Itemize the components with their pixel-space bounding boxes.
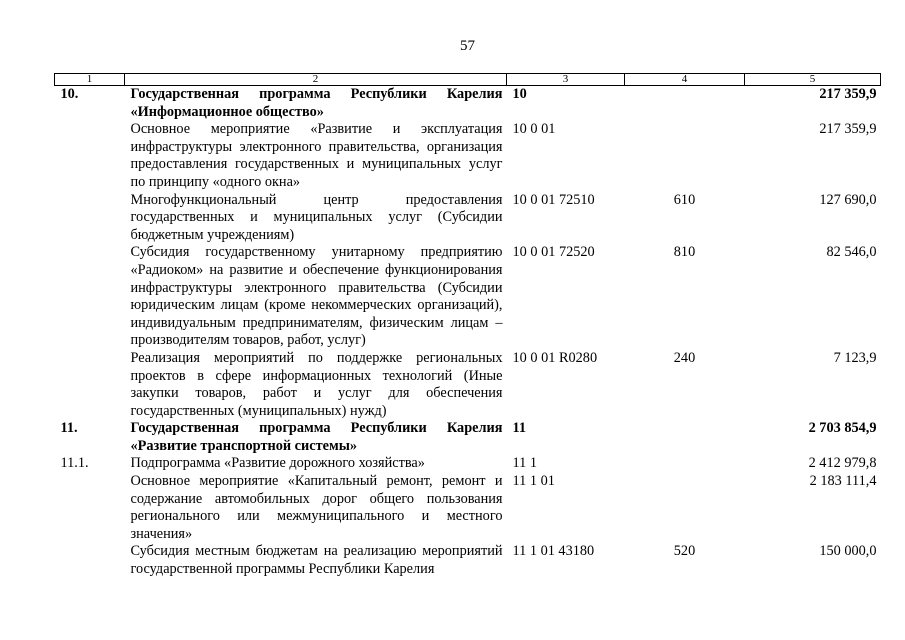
row-number — [55, 192, 125, 245]
table-row — [55, 350, 881, 420]
row-number: 11.1. — [60, 455, 89, 472]
row-number — [55, 121, 125, 191]
header-col-3: 3 — [507, 74, 625, 86]
row-target-code: 10 0 01 72520 — [512, 244, 595, 261]
row-target-code: 10 — [512, 86, 527, 102]
row-expense-type: 240 — [673, 349, 696, 366]
row-expense-type — [625, 455, 745, 473]
row-number: 11. — [60, 420, 78, 437]
row-expense-type — [625, 86, 745, 122]
budget-table — [54, 73, 881, 579]
row-description: Государственная программа Республики Карелия «Развитие транспортной системы» — [130, 420, 503, 454]
row-amount: 217 359,9 — [819, 86, 877, 102]
row-amount: 2 183 111,4 — [809, 473, 877, 490]
row-number — [55, 350, 125, 420]
row-expense-type: 810 — [673, 244, 696, 261]
table-row — [55, 420, 881, 455]
row-expense-type: 610 — [673, 191, 696, 208]
header-col-4: 4 — [625, 74, 745, 86]
row-amount: 2 703 854,9 — [808, 420, 877, 437]
row-amount: 150 000,0 — [819, 543, 877, 560]
row-amount: 127 690,0 — [819, 191, 877, 208]
row-number — [55, 543, 125, 578]
row-number — [55, 473, 125, 543]
row-description: Основное мероприятие «Капитальный ремонт, ремонт и содержание автомобильных дорог общего пользования регионального или межмуниципального и местного значения» — [130, 473, 503, 542]
table-row — [55, 86, 881, 122]
row-amount: 217 359,9 — [819, 121, 877, 138]
row-expense-type — [625, 420, 745, 455]
row-description: Основное мероприятие «Развитие и эксплуатация инфраструктуры электронного правительства, организация предоставления государственных и муниципальных услуг по принципу «одного окна» — [130, 121, 503, 190]
header-col-5: 5 — [745, 74, 881, 86]
row-description: Субсидия местным бюджетам на реализацию мероприятий государственной программы Республики Карелия — [130, 543, 503, 578]
row-number — [55, 244, 125, 350]
row-expense-type — [625, 121, 745, 191]
row-target-code: 10 0 01 — [512, 121, 556, 138]
row-target-code: 11 1 — [512, 455, 537, 472]
row-target-code: 10 0 01 72510 — [512, 191, 595, 208]
row-target-code: 11 — [512, 420, 527, 437]
row-expense-type — [625, 473, 745, 543]
row-description: Многофункциональный центр предоставления государственных и муниципальных услуг (Субсидии бюджетным учреждениям) — [130, 191, 503, 243]
page-number: 57 — [460, 38, 475, 54]
header-col-2: 2 — [125, 74, 507, 86]
row-target-code: 10 0 01 R0280 — [512, 349, 598, 366]
row-description: Субсидия государственному унитарному предприятию «Радиоком» на развитие и обеспечение функционирования инфраструктуры электронного правительства (Субсидии юридическим лицам (кроме некоммерческих организаций), индивидуальным предпринимателям, физическим лицам – производителям товаров, работ, услуг) — [130, 244, 503, 349]
table-row — [55, 121, 881, 191]
row-amount: 2 412 979,8 — [808, 455, 877, 472]
row-target-code: 11 1 01 43180 — [512, 543, 595, 560]
row-expense-type: 520 — [673, 543, 696, 560]
row-description: Реализация мероприятий по поддержке региональных проектов в сфере информационных технологий (Иные закупки товаров, работ и услуг для обеспечения государственных (муниципальных) нужд) — [130, 349, 503, 419]
table-row — [55, 192, 881, 245]
row-description: Государственная программа Республики Карелия «Информационное общество» — [130, 86, 503, 120]
table-row — [55, 473, 881, 543]
header-col-1: 1 — [55, 74, 125, 86]
row-number: 10. — [60, 86, 79, 102]
table-row — [55, 244, 881, 350]
row-amount: 7 123,9 — [833, 349, 877, 366]
row-target-code: 11 1 01 — [512, 473, 555, 490]
row-amount: 82 546,0 — [826, 244, 877, 261]
table-row — [55, 455, 881, 473]
row-description: Подпрограмма «Развитие дорожного хозяйства» — [130, 455, 425, 472]
column-number-header — [55, 74, 881, 86]
table-row — [55, 543, 881, 578]
